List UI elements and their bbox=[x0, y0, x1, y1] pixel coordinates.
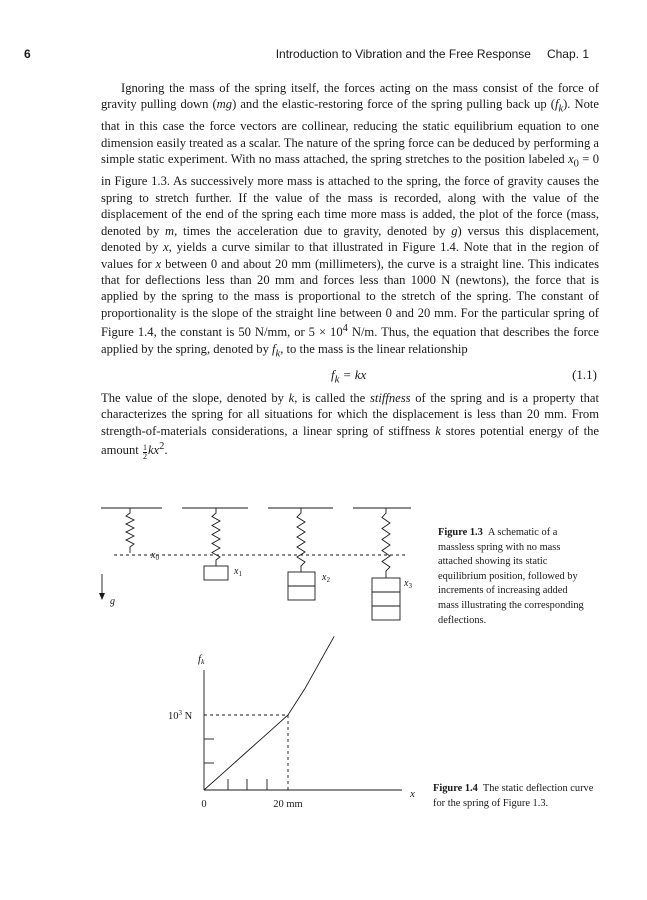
label-g: g bbox=[110, 596, 115, 607]
page-number: 6 bbox=[24, 47, 31, 61]
running-title: Introduction to Vibration and the Free Response bbox=[275, 47, 531, 61]
y-tick-label-1000: $10^3$ N bbox=[168, 709, 193, 722]
figure-1-4-caption bbox=[433, 782, 598, 811]
caption-label: Figure 1.4 bbox=[433, 783, 478, 794]
paragraph-2: The value of the slope, denoted by k, is called the stiffness of the spring and is a property that characterizes the spring for all situations for which the displacement is less than 20 mm. From strength-of-materials considerations, a linear spring of stiffness k stores potential energy of the amount $\frac{1}{2}$ $kx^2$. bbox=[101, 391, 599, 461]
label-x0: $x_0$ bbox=[151, 550, 159, 562]
x-tick-label-0: 0 bbox=[201, 799, 207, 810]
deflection-curve bbox=[204, 636, 334, 790]
caption-text: A schematic of a massless spring with no mass attached showing its static equilibrium position, followed by increments of increasing added mass illustrating the corresponding deflections. bbox=[438, 527, 584, 626]
x-tick-label-20: 20 mm bbox=[273, 799, 303, 810]
y-axis-label: fk bbox=[198, 653, 205, 666]
equation-body: $f_k$ = kx bbox=[331, 367, 367, 386]
x-axis-label: x bbox=[410, 788, 415, 800]
caption-label: Figure 1.3 bbox=[438, 527, 483, 538]
caption-text: The static deflection curve for the spring of Figure 1.3. bbox=[433, 783, 594, 809]
label-x3: $x_3$ bbox=[404, 578, 412, 590]
equation-number: (1.1) bbox=[572, 367, 597, 382]
label-x2: $x_2$ bbox=[322, 572, 330, 584]
label-x1: $x_1$ bbox=[234, 566, 242, 578]
paragraph-1: Ignoring the mass of the spring itself, the forces acting on the mass consist of the force of gravity pulling down (mg) and the elastic-restoring force of the spring pulling back up $(f_k)$. Note that in this case the force vectors are collinear, reducing the static equilibrium equation to one dimension easily treated as a scalar. The nature of the spring force can be deduced by performing a simple static experiment. With no mass attached, the spring stretches to the position labeled $x_0 = 0$ in Figure 1.3. As successively more mass is attached to the spring, the force of gravity causes the spring to stretch further. If the value of the mass is recorded, along with the value of the displacement of the end of the spring each time more mass is added, the plot of the force (mass, denoted by m, times the acceleration due to gravity, denoted by g) versus this displacement, denoted by x, yields a curve similar to that illustrated in Figure 1.4. Note that in the region of values for x between 0 and about 20 mm (millimeters), the curve is a straight line. This indicates that for deflections less than 20 mm and forces less than 1000 N (newtons), the force that is applied by the spring to the mass is proportional to the stretch of the spring. The constant of proportionality is the slope of the straight line between 0 and 20 mm. For the particular spring of Figure 1.4, the constant is 50 N/mm, or $5 \times 10^4$ N/m. Thus, the equation that describes the force applied by the spring, denoted by $f_k$, to the mass is the linear relationship bbox=[101, 81, 600, 360]
chapter-label: Chap. 1 bbox=[546, 47, 589, 61]
